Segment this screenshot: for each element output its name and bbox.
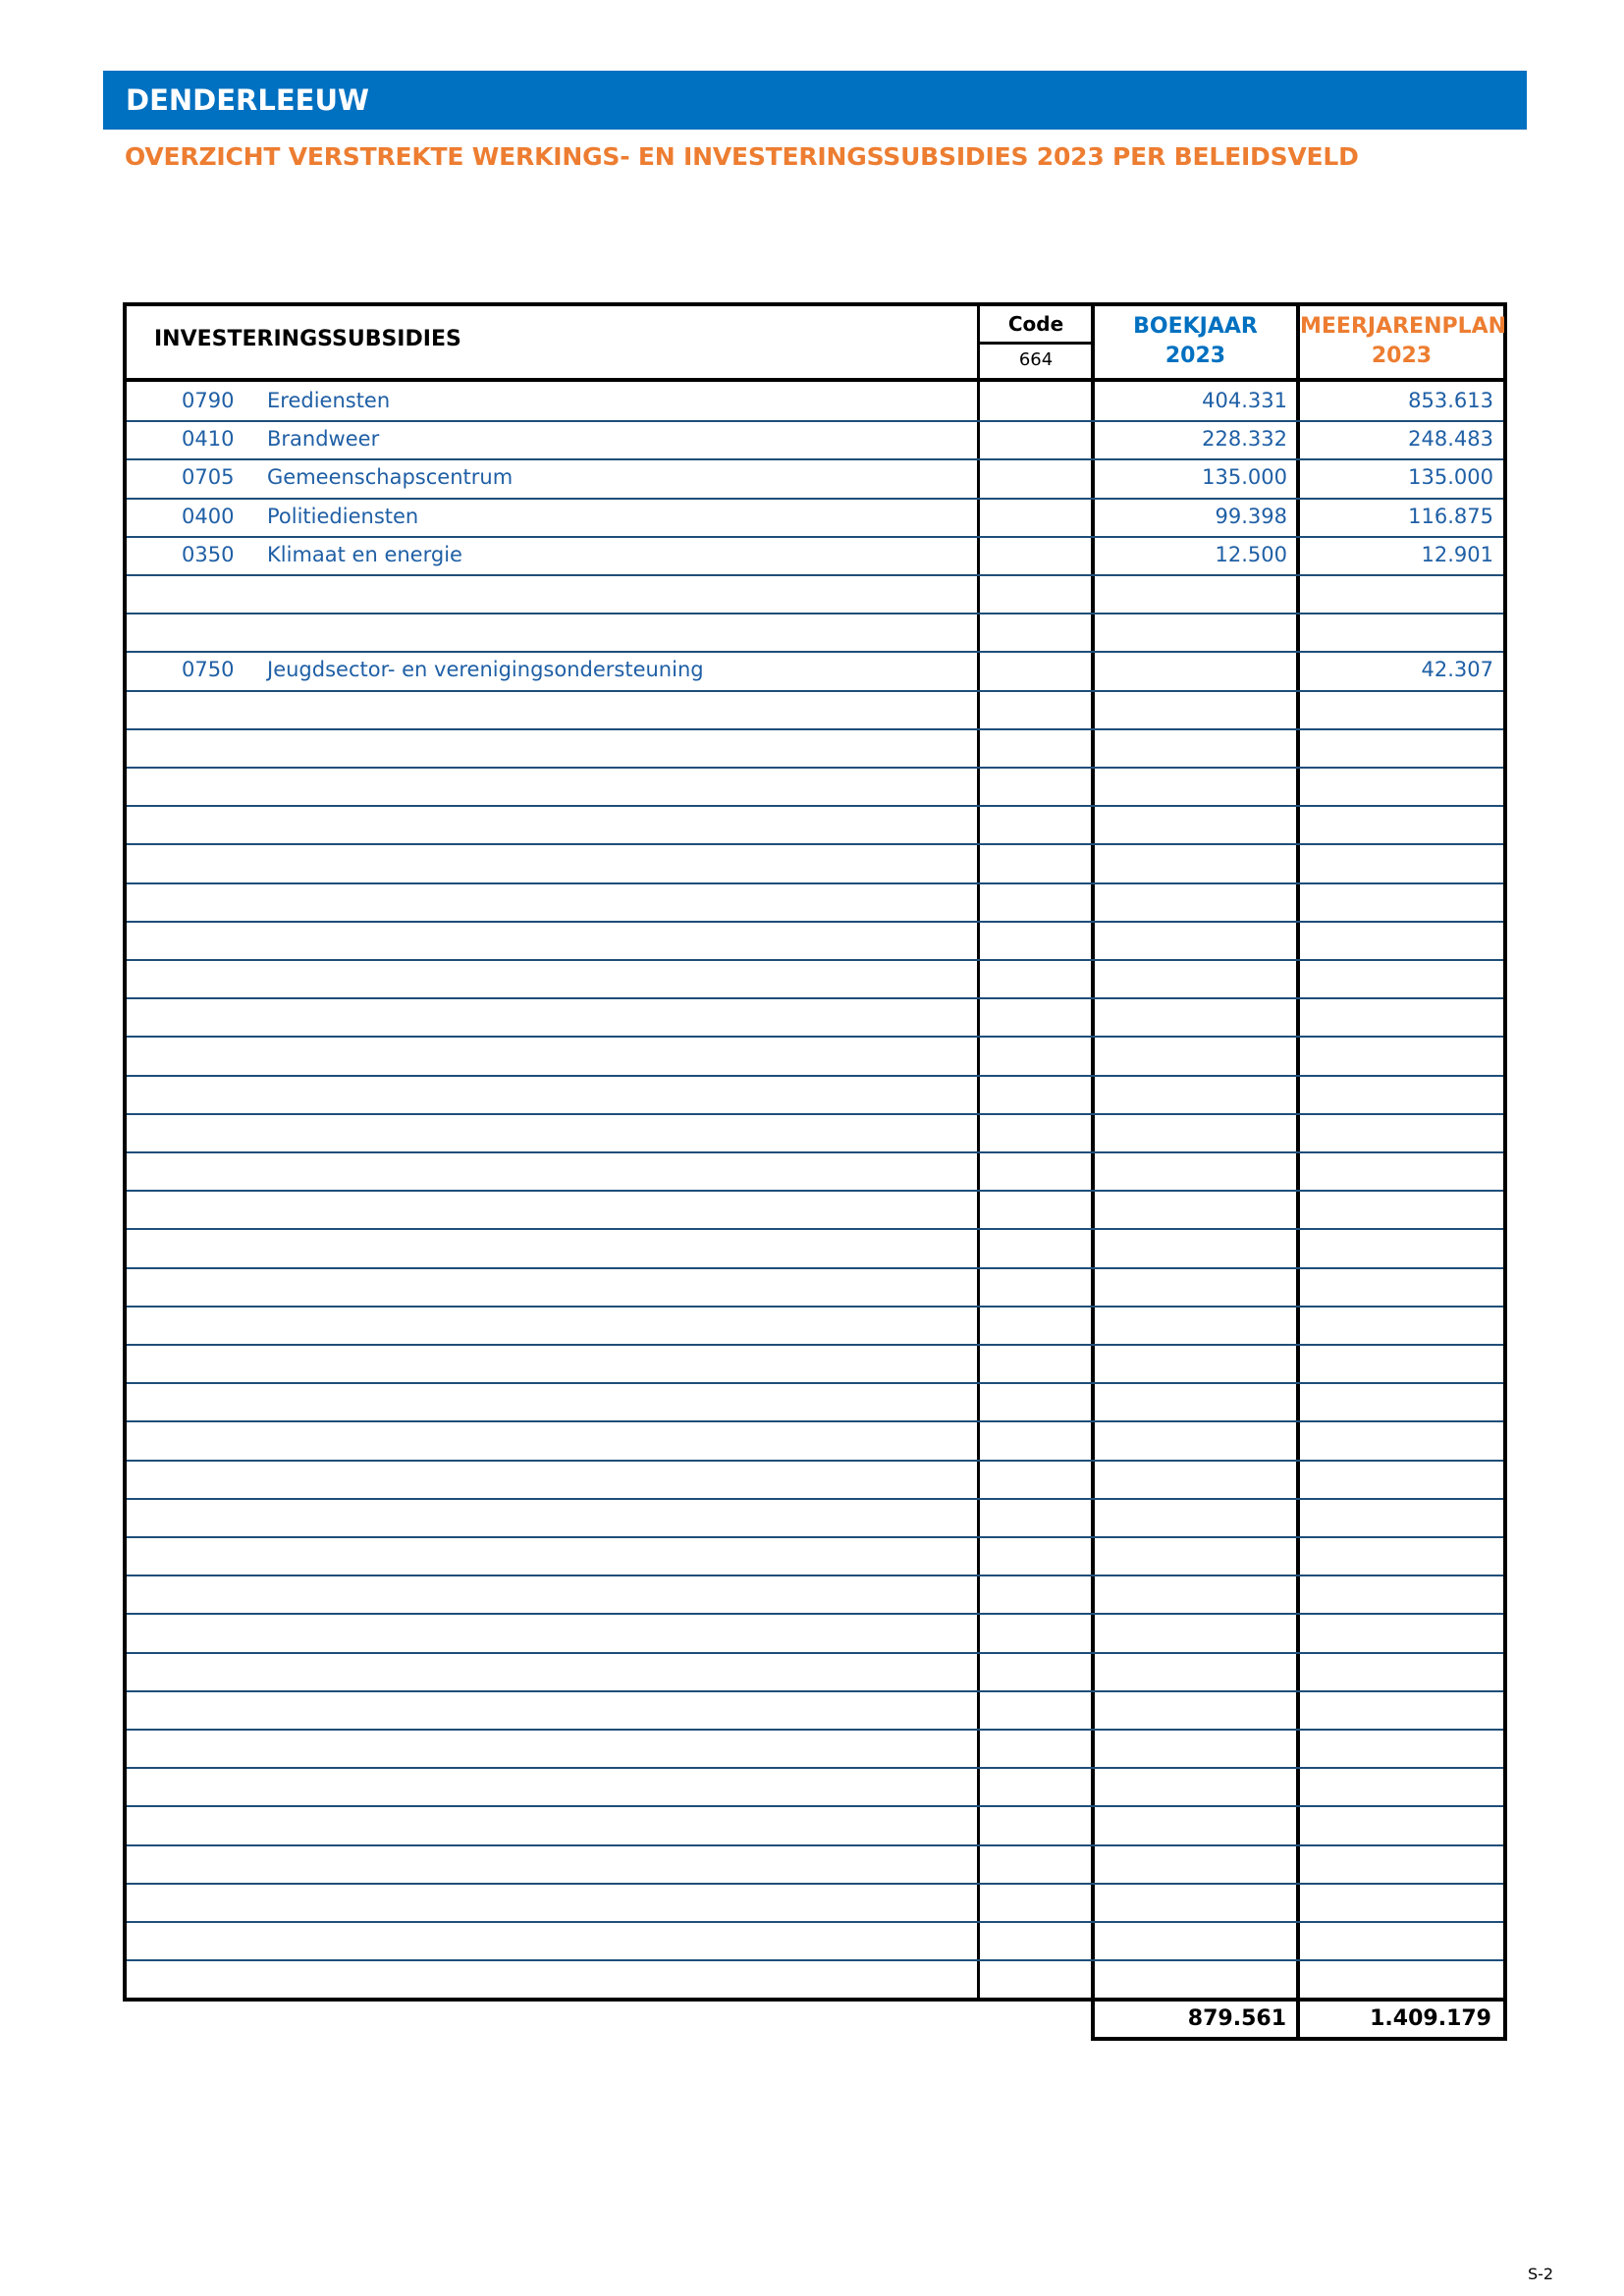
code-cell-split bbox=[977, 342, 1093, 345]
row-divider bbox=[127, 1690, 1503, 1692]
boekjaar-header bbox=[1095, 312, 1296, 371]
meerjarenplan-header-line1: MEERJARENPLAN bbox=[1300, 314, 1507, 339]
row-divider bbox=[127, 882, 1503, 884]
row-code: 0410 bbox=[182, 427, 235, 451]
row-divider bbox=[127, 690, 1503, 692]
row-divider bbox=[127, 1959, 1503, 1961]
row-divider bbox=[127, 1805, 1503, 1807]
boekjaar-header-line1: BOEKJAAR bbox=[1133, 314, 1258, 339]
row-divider bbox=[127, 1767, 1503, 1769]
total-meerjarenplan: 1.409.179 bbox=[1370, 2006, 1491, 2031]
row-label: Klimaat en energie bbox=[267, 543, 462, 566]
row-code: 0790 bbox=[182, 389, 235, 412]
row-divider bbox=[127, 1190, 1503, 1192]
row-meerjarenplan: 42.307 bbox=[1421, 658, 1493, 681]
row-divider bbox=[127, 1498, 1503, 1500]
row-code: 0750 bbox=[182, 658, 235, 681]
row-divider bbox=[127, 1921, 1503, 1923]
row-divider bbox=[127, 1075, 1503, 1077]
row-divider bbox=[127, 1344, 1503, 1346]
row-boekjaar: 135.000 bbox=[1202, 465, 1287, 489]
row-divider bbox=[127, 805, 1503, 807]
row-boekjaar: 99.398 bbox=[1215, 505, 1287, 528]
page-number: S-2 bbox=[1528, 2265, 1554, 2283]
section-title: INVESTERINGSSUBSIDIES bbox=[154, 327, 461, 351]
row-meerjarenplan: 853.613 bbox=[1408, 389, 1493, 412]
boekjaar-header-line2: 2023 bbox=[1164, 344, 1226, 368]
row-meerjarenplan: 248.483 bbox=[1408, 427, 1493, 451]
row-meerjarenplan: 12.901 bbox=[1421, 543, 1493, 566]
row-divider bbox=[127, 1113, 1503, 1115]
row-label: Erediensten bbox=[267, 389, 391, 412]
row-divider bbox=[127, 1883, 1503, 1885]
code-label: Code bbox=[1007, 312, 1064, 336]
row-divider bbox=[127, 1228, 1503, 1230]
row-label: Brandweer bbox=[267, 427, 380, 451]
row-label: Gemeenschapscentrum bbox=[267, 465, 514, 489]
row-divider bbox=[127, 1536, 1503, 1538]
row-code: 0350 bbox=[182, 543, 235, 566]
row-boekjaar: 404.331 bbox=[1202, 389, 1287, 412]
row-divider bbox=[127, 1382, 1503, 1384]
row-divider bbox=[127, 921, 1503, 923]
row-code: 0705 bbox=[182, 465, 235, 489]
meerjarenplan-header-line2: 2023 bbox=[1371, 344, 1433, 368]
row-meerjarenplan: 116.875 bbox=[1408, 505, 1493, 528]
row-divider bbox=[127, 1729, 1503, 1731]
row-divider bbox=[127, 997, 1503, 999]
row-code: 0400 bbox=[182, 505, 235, 528]
row-divider bbox=[127, 1613, 1503, 1615]
row-divider bbox=[127, 1151, 1503, 1153]
row-divider bbox=[127, 1306, 1503, 1308]
row-divider bbox=[127, 1267, 1503, 1269]
row-meerjarenplan: 135.000 bbox=[1408, 465, 1493, 489]
row-divider bbox=[127, 613, 1503, 614]
row-boekjaar: 12.500 bbox=[1215, 543, 1287, 566]
meerjarenplan-header bbox=[1300, 312, 1507, 371]
row-divider bbox=[127, 1652, 1503, 1654]
row-divider bbox=[127, 1575, 1503, 1576]
row-divider bbox=[127, 1844, 1503, 1846]
row-label: Politiediensten bbox=[267, 505, 419, 528]
row-divider bbox=[127, 1420, 1503, 1422]
total-boekjaar: 879.561 bbox=[1187, 2006, 1286, 2031]
row-divider bbox=[127, 1460, 1503, 1462]
municipality-banner: DENDERLEEUW bbox=[103, 71, 1527, 130]
row-divider bbox=[127, 959, 1503, 961]
row-divider bbox=[127, 843, 1503, 845]
row-divider bbox=[127, 767, 1503, 769]
row-divider bbox=[127, 1036, 1503, 1038]
row-boekjaar: 228.332 bbox=[1202, 427, 1287, 451]
row-label: Jeugdsector- en verenigingsondersteuning bbox=[267, 658, 704, 681]
row-divider bbox=[127, 574, 1503, 576]
code-value: 664 bbox=[1018, 349, 1054, 370]
report-subtitle: OVERZICHT VERSTREKTE WERKINGS- EN INVESTERINGSSUBSIDIES 2023 PER BELEIDSVELD bbox=[125, 142, 1359, 171]
row-divider bbox=[127, 728, 1503, 730]
